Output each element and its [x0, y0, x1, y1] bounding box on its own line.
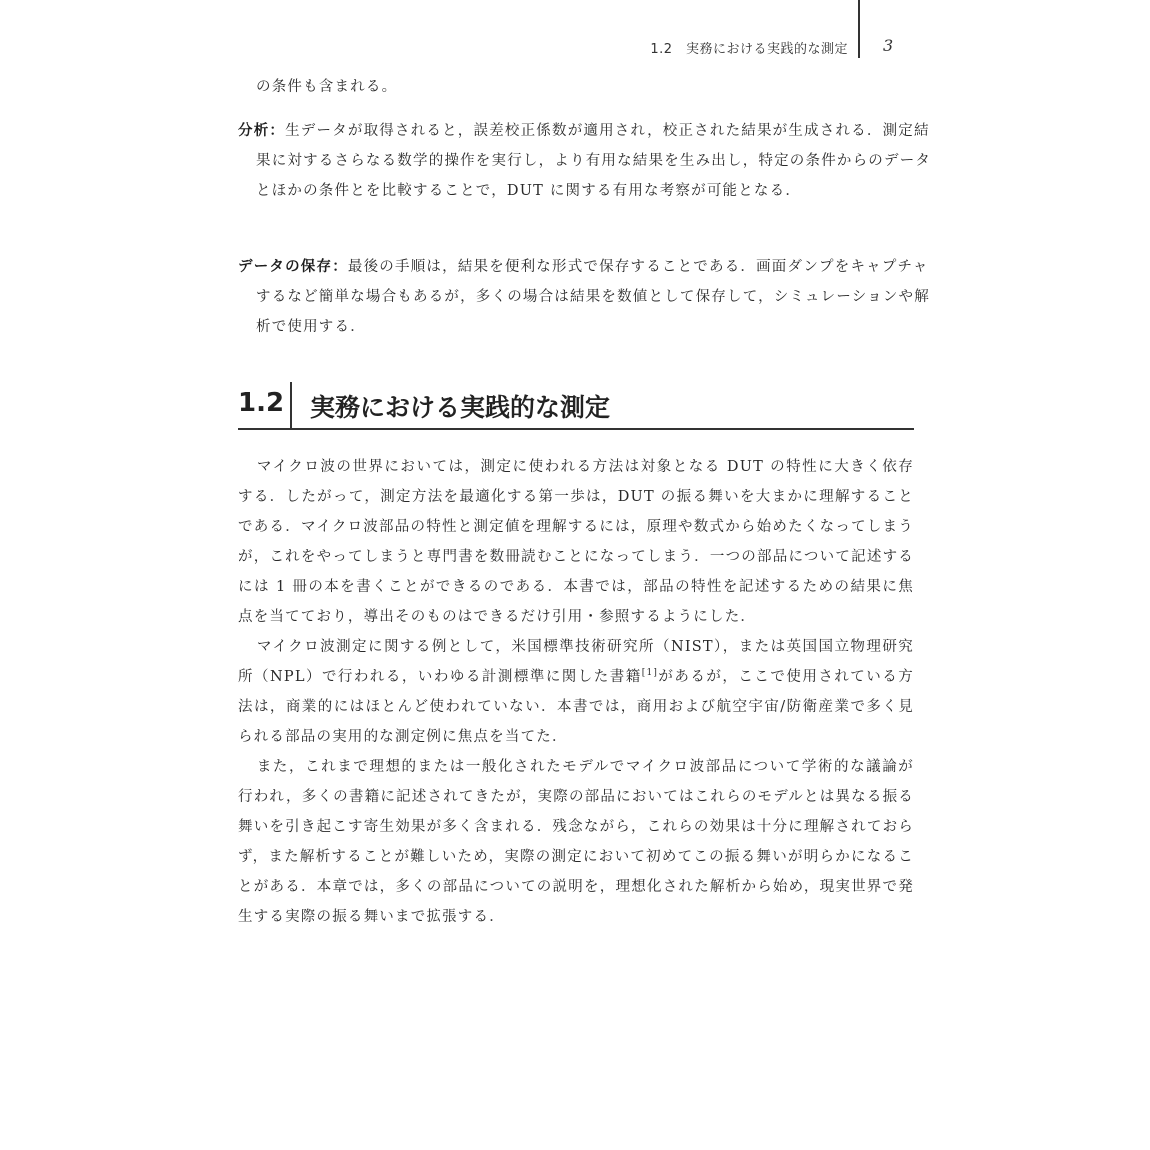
definition-text: 最後の手順は，結果を便利な形式で保存することである．画面ダンプをキャプチャするなど簡単な場合もあるが，多くの場合は結果を数値として保存して，シミュレーションや解析で使用する． [256, 259, 930, 335]
section-divider [290, 382, 292, 428]
paragraph [238, 632, 914, 752]
paragraph-text: があるが，ここで使用されている方法は，商業的にはほとんど使われていない．本書では，商用および航空宇宙/防衛産業で多く見られる部品の実用的な測定例に焦点を当てた． [238, 669, 914, 745]
section-title: 実務における実践的な測定 [310, 393, 611, 422]
paragraph-text: マイクロ波測定に関する例として，米国標準技術研究所（NIST），または英国国立物理研究所（NPL）で行われる，いわゆる計測標準に関した書籍 [238, 639, 914, 685]
citation-reference: [1] [641, 668, 659, 679]
definition-term: データの保存： [238, 259, 348, 275]
running-header-title: 1.2 実務における実践的な測定 [650, 42, 848, 57]
definition-term: 分析： [238, 123, 286, 139]
paragraph [238, 752, 914, 932]
paragraph [238, 452, 914, 632]
definition-analysis [238, 116, 932, 206]
continuation-line: の条件も含まれる。 [256, 79, 398, 95]
page-number: 3 [883, 36, 894, 55]
header-vertical-rule [858, 0, 860, 58]
section-heading [238, 384, 914, 430]
definition-text: 生データが取得されると，誤差校正係数が適用され，校正された結果が生成される．測定結果に対するさらなる数学的操作を実行し，より有用な結果を生み出し，特定の条件からのデータとほかの条件とを比較することで，DUT に関する有用な考察が可能となる． [256, 123, 932, 199]
definition-data-storage [238, 252, 932, 342]
body-text [238, 452, 914, 932]
section-number: 1.2 [238, 388, 285, 418]
paragraph-text: また，これまで理想的または一般化されたモデルでマイクロ波部品について学術的な議論が行われ，多くの書籍に記述されてきたが，実際の部品においてはこれらのモデルとは異なる振る舞いを引き起こす寄生効果が多く含まれる．残念ながら，これらの効果は十分に理解されておらず，また解析することが難しいため，実際の測定において初めてこの振る舞いが明らかになることがある．本章では，多くの部品についての説明を，理想化された解析から始め，現実世界で発生する実際の振る舞いまで拡張する． [238, 759, 914, 925]
running-header [600, 34, 910, 60]
paragraph-text: マイクロ波の世界においては，測定に使われる方法は対象となる DUT の特性に大きく依存する．したがって，測定方法を最適化する第一歩は，DUT の振る舞いを大まかに理解することである．マイクロ波部品の特性と測定値を理解するには，原理や数式から始めたくなってしまうが，これをやってしまうと専門書を数冊読むことになってしまう．一つの部品について記述するには 1 冊の本を書くことができるのである．本書では，部品の特性を記述するための結果に焦点を当てており，導出そのものはできるだけ引用・参照するようにした． [238, 459, 914, 625]
